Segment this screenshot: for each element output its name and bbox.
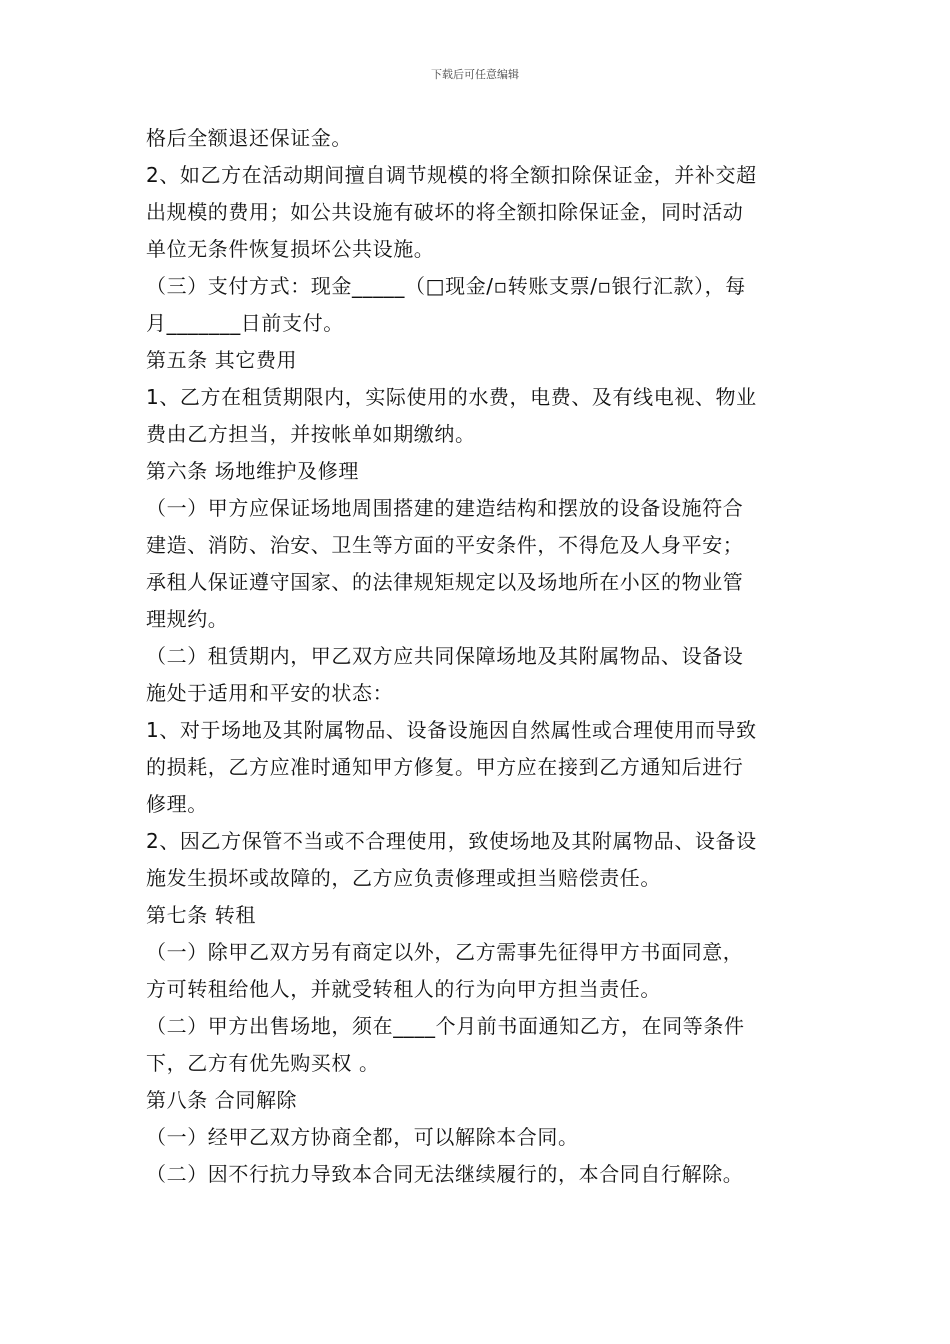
document-body	[146, 120, 810, 1193]
text-line: （一）经甲乙双方协商全都，可以解除本合同。	[146, 1125, 579, 1149]
text-line: 修理。	[146, 792, 208, 816]
text-line: 1、对于场地及其附属物品、设备设施因自然属性或合理使用而导致	[146, 718, 757, 742]
text-line: （二）甲方出售场地，须在____个月前书面通知乙方，在同等条件	[146, 1014, 745, 1038]
text-line: 承租人保证遵守国家、的法律规矩规定以及场地所在小区的物业管	[146, 570, 744, 594]
text-line: 出规模的费用；如公共设施有破坏的将全额扣除保证金，同时活动	[146, 200, 744, 224]
section-heading: 第八条 合同解除	[146, 1088, 298, 1112]
text-line: 格后全额退还保证金。	[146, 126, 352, 150]
page-header: 下载后可任意编辑	[431, 68, 519, 81]
text-line: 2、因乙方保管不当或不合理使用，致使场地及其附属物品、设备设	[146, 829, 757, 853]
text-line: 施发生损坏或故障的，乙方应负责修理或担当赔偿责任。	[146, 866, 661, 890]
section-heading: 第六条 场地维护及修理	[146, 459, 359, 483]
text-line: 方可转租给他人，并就受转租人的行为向甲方担当责任。	[146, 977, 661, 1001]
section-heading: 第七条 转租	[146, 903, 256, 927]
text-line: （三）支付方式：现金_____（□现金/▫转账支票/▫银行汇款），每	[146, 274, 746, 298]
text-line: 施处于适用和平安的状态：	[146, 681, 394, 705]
text-line: 单位无条件恢复损坏公共设施。	[146, 237, 435, 261]
text-line: 的损耗，乙方应准时通知甲方修复。甲方应在接到乙方通知后进行	[146, 755, 744, 779]
text-line: 月_______日前支付。	[146, 311, 344, 335]
text-line: （二）因不行抗力导致本合同无法继续履行的，本合同自行解除。	[146, 1162, 744, 1186]
text-line: （二）租赁期内，甲乙双方应共同保障场地及其附属物品、设备设	[146, 644, 744, 668]
text-line: 1、乙方在租赁期限内，实际使用的水费，电费、及有线电视、物业	[146, 385, 757, 409]
text-line: 下，乙方有优先购买权 。	[146, 1051, 380, 1075]
text-line: 建造、消防、治安、卫生等方面的平安条件，不得危及人身平安；	[146, 533, 744, 557]
text-line: 2、如乙方在活动期间擅自调节规模的将全额扣除保证金，并补交超	[146, 163, 757, 187]
text-line: （一）甲方应保证场地周围搭建的建造结构和摆放的设备设施符合	[146, 496, 744, 520]
section-heading: 第五条 其它费用	[146, 348, 298, 372]
text-line: 费由乙方担当，并按帐单如期缴纳。	[146, 422, 476, 446]
text-line: 理规约。	[146, 607, 229, 631]
text-line: （一）除甲乙双方另有商定以外，乙方需事先征得甲方书面同意，	[146, 940, 744, 964]
